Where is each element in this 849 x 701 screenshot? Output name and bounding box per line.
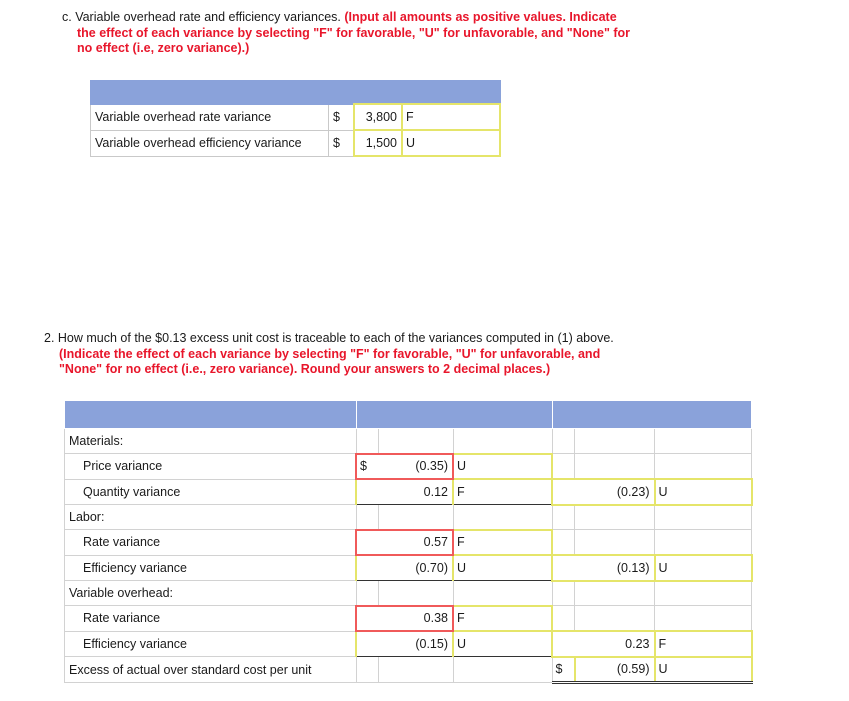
- total-effect-select[interactable]: F: [655, 631, 752, 657]
- row-label: Efficiency variance: [65, 555, 357, 581]
- question-c-instruction-1: (Input all amounts as positive values. Indicate: [344, 10, 617, 24]
- total-input[interactable]: (0.59): [575, 657, 655, 683]
- question-2-instruction-1: (Indicate the effect of each variance by selecting "F" for favorable, "U" for unfavorable, and: [59, 346, 601, 361]
- effect-select[interactable]: U: [453, 555, 552, 581]
- effect-select[interactable]: F: [453, 530, 552, 556]
- table-row: [91, 104, 501, 130]
- effect-select[interactable]: U: [453, 631, 552, 657]
- total-effect-select[interactable]: U: [655, 657, 752, 683]
- effect-select[interactable]: U: [453, 454, 552, 480]
- row-label: Rate variance: [65, 606, 357, 632]
- row-label: Excess of actual over standard cost per unit: [65, 657, 357, 683]
- amount-input[interactable]: (0.70): [378, 555, 453, 581]
- total-effect-select[interactable]: U: [655, 479, 752, 505]
- question-c-prefix: c. Variable overhead rate and efficiency variances.: [62, 10, 341, 24]
- table-row: [65, 429, 752, 454]
- table-row: [91, 130, 501, 156]
- amount-input[interactable]: 1,500: [354, 130, 402, 156]
- row-label: Quantity variance: [65, 479, 357, 505]
- table-row: [65, 530, 752, 556]
- section-label: Labor:: [65, 505, 357, 530]
- row-label: Variable overhead rate variance: [91, 104, 329, 130]
- table-row: [65, 606, 752, 632]
- amount-input[interactable]: (0.35): [378, 454, 453, 480]
- question-2-instruction-2: "None" for no effect (i.e., zero variance). Round your answers to 2 decimal places.): [59, 362, 551, 376]
- total-input[interactable]: 0.23: [575, 631, 655, 657]
- amount-input[interactable]: 0.12: [378, 479, 453, 505]
- question-c: [62, 10, 672, 57]
- currency-sign: $: [329, 104, 355, 130]
- total-effect-select[interactable]: U: [655, 555, 752, 581]
- table-row: [65, 581, 752, 606]
- currency-sign: $: [329, 130, 355, 156]
- table-row: [65, 631, 752, 657]
- effect-select[interactable]: F: [453, 606, 552, 632]
- row-label: Variable overhead efficiency variance: [91, 130, 329, 156]
- table-row: [65, 479, 752, 505]
- total-input[interactable]: (0.13): [575, 555, 655, 581]
- currency-sign: $: [356, 454, 378, 480]
- row-label: Price variance: [65, 454, 357, 480]
- section-label: Materials:: [65, 429, 357, 454]
- table-row: [65, 454, 752, 480]
- table-row: [65, 555, 752, 581]
- amount-input[interactable]: 0.57: [378, 530, 453, 556]
- effect-select[interactable]: F: [402, 104, 500, 130]
- row-label: Efficiency variance: [65, 631, 357, 657]
- section-label: Variable overhead:: [65, 581, 357, 606]
- effect-select[interactable]: U: [402, 130, 500, 156]
- question-2: [44, 331, 674, 378]
- table-header: [91, 81, 501, 105]
- table-row: [65, 505, 752, 530]
- currency-sign: $: [552, 657, 575, 683]
- amount-input[interactable]: 3,800: [354, 104, 402, 130]
- table-header: [65, 401, 752, 429]
- variance-breakdown-table: [64, 400, 753, 684]
- table-row: [65, 657, 752, 683]
- total-input[interactable]: (0.23): [575, 479, 655, 505]
- question-c-instruction-3: no effect (i.e, zero variance).): [77, 41, 250, 55]
- row-label: Rate variance: [65, 530, 357, 556]
- amount-input[interactable]: (0.15): [378, 631, 453, 657]
- effect-select[interactable]: F: [453, 479, 552, 505]
- variable-overhead-table: [90, 80, 501, 157]
- amount-input[interactable]: 0.38: [378, 606, 453, 632]
- question-2-text: 2. How much of the $0.13 excess unit cost is traceable to each of the variances computed in (1) above.: [44, 331, 614, 345]
- question-c-instruction-2: the effect of each variance by selecting "F" for favorable, "U" for unfavorable, and "None" for: [77, 25, 631, 40]
